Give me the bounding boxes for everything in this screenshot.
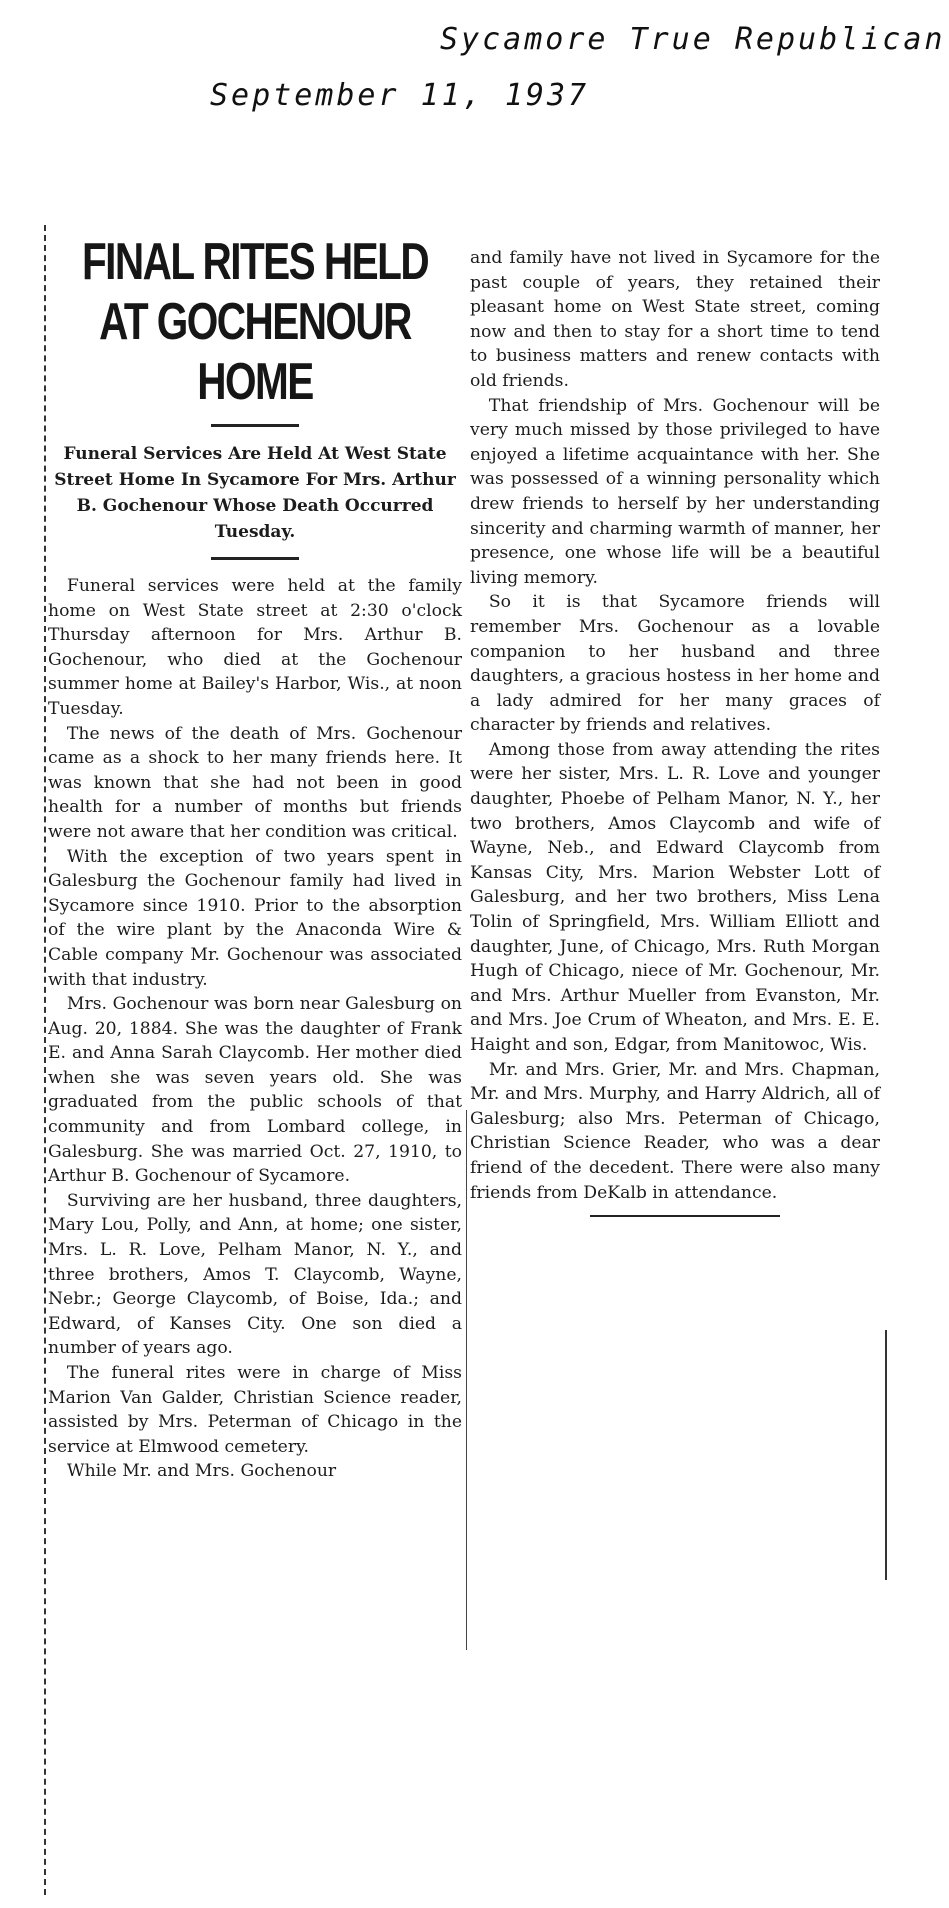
article-column-2 [470, 246, 880, 1217]
paragraph: Among those from away attending the rites were her sister, Mrs. L. R. Love and younger daughter, Phoebe of Pelham Manor, N. Y., her two brothers, Amos Claycomb and wife of Wayne, Neb., and Edward Claycomb from Kansas City, Mrs. Marion Webster Lott of Galesburg, and her two brothers, Miss Lena Tolin of Springfield, Mrs. William Elliott and daughter, June, of Chicago, Mrs. Ruth Morgan Hugh of Chicago, niece of Mr. Gochenour, Mr. and Mrs. Arthur Mueller from Evanston, Mr. and Mrs. Joe Crum of Wheaton, and Mrs. E. E. Haight and son, Edgar, from Manitowoc, Wis. [470, 739, 880, 1055]
paragraph: While Mr. and Mrs. Gochenour [66, 1461, 337, 1482]
deck-divider [211, 557, 299, 560]
paragraph-continuation: and family have not lived in Sycamore for the past couple of years, they retained their pleasant home on West State street, coming now and then to stay for a short time to tend to business matters and renew contacts with old friends. [470, 248, 880, 391]
paragraph: Funeral services were held at the family home on West State street at 2:30 o'clock Thursday afternoon for Mrs. Arthur B. Gochenour, who died at the Gochenour summer home at Bailey's Harbor, Wis., at noon Tuesday. [48, 576, 462, 719]
headline-divider [211, 424, 299, 427]
paragraph: That friendship of Mrs. Gochenour will be very much missed by those privileged to have enjoyed a lifetime acquaintance with her. She was possessed of a winning personality which drew friends to herself by her understanding sincerity and charming warmth of manner, her presence, one whose life will be a beautiful living memory. [470, 395, 880, 588]
paragraph: The news of the death of Mrs. Gochenour came as a shock to her many friends here. It was known that she had not been in good health for a number of months but friends were not aware that her condition was critical. [48, 723, 462, 842]
paragraph: Mr. and Mrs. Grier, Mr. and Mrs. Chapman, Mr. and Mrs. Murphy, and Harry Aldrich, all of Galesburg; also Mrs. Peterman of Chicago, Christian Science Reader, who was a dear friend of the decedent. There were also many friends from DeKalb in attendance. [470, 1059, 880, 1203]
column-rule-middle [466, 1110, 467, 1650]
paragraph: Surviving are her husband, three daughters, Mary Lou, Polly, and Ann, at home; one sister, Mrs. L. R. Love, Pelham Manor, N. Y., and three brothers, Amos T. Claycomb, Wayne, Nebr.; George Claycomb, of Boise, Ida.; and Edward, of Kanses City. One son died a number of years ago. [48, 1190, 462, 1359]
column-rule-right [885, 1330, 887, 1580]
handwritten-date: September 11, 1937 [210, 78, 590, 113]
headline-line-1: FINAL RITES HELD [81, 233, 429, 291]
paragraph: Mrs. Gochenour was born near Galesburg on Aug. 20, 1884. She was the daughter of Frank E. and Anna Sarah Claycomb. Her mother died when she was seven years old. She was graduated from the public schools of that community and from Lombard college, in Galesburg. She was married Oct. 27, 1910, to Arthur B. Gochenour of Sycamore. [48, 994, 462, 1187]
column-rule-left [44, 225, 46, 1895]
headline-line-2: AT GOCHENOUR HOME [99, 293, 411, 411]
paragraph: So it is that Sycamore friends will remember Mrs. Gochenour as a lovable companion to her husband and three daughters, a gracious hostess in her home and a lady admired for her many graces of character by friends and relatives. [470, 592, 880, 736]
article-column-1 [48, 232, 462, 1484]
paragraph: With the exception of two years spent in Galesburg the Gochenour family had lived in Sycamore since 1910. Prior to the absorption of the wire plant by the Anaconda Wire & Cable company Mr. Gochenour was associated with that industry. [48, 846, 462, 990]
paragraph: The funeral rites were in charge of Miss Marion Van Galder, Christian Science reader, assisted by Mrs. Peterman of Chicago in the service at Elmwood cemetery. [48, 1363, 462, 1457]
article-end-rule [590, 1215, 780, 1217]
handwritten-publication-name: Sycamore True Republican [440, 22, 946, 57]
subheadline-deck: Funeral Services Are Held At West State Street Home In Sycamore For Mrs. Arthur B. Gochenour Whose Death Occurred Tuesday. [54, 444, 456, 542]
